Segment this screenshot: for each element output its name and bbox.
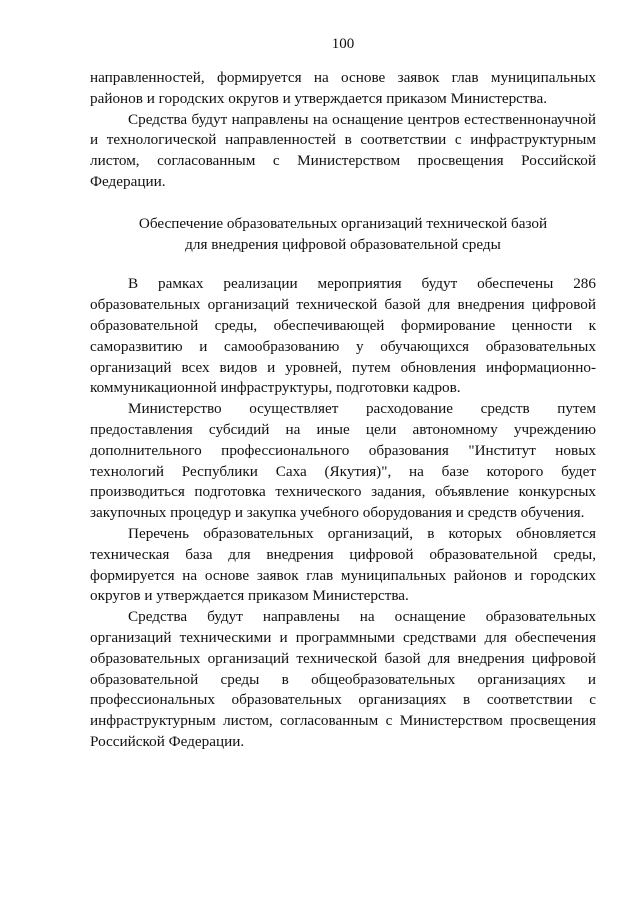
section-heading-line-1: Обеспечение образовательных организаций технической базой [138,214,548,232]
paragraph-funds-allocation: Средства будут направлены на оснащение образовательных организаций техническими и программными средствами для обеспечения образовательных организаций технической базой для внедрения цифровой образовательной среды в общеобразовательных организациях и профессиональных образовательных организациях в соответствии с инфраструктурным листом, согласованным с Министерством просвещения Российской Федерации. [90,608,596,750]
paragraph-measure-scope: В рамках реализации мероприятия будут обеспечены 286 образовательных организаций технической базой для внедрения цифровой образовательной среды, обеспечивающей формирование ценности к саморазвитию и самообразованию у обучающихся образовательных организаций всех видов и уровней, путем обновления информационно-коммуникационной инфраструктуры, подготовки кадров. [90,275,596,397]
paragraph-equipment-science-centers: Средства будут направлены на оснащение центров естественнонаучной и технологической направленностей в соответствии с инфраструктурным листом, согласованным с Министерством просвещения Российской Федерации. [90,110,596,190]
paragraph-continuation: направленностей, формируется на основе заявок глав муниципальных районов и городских округов и утверждается приказом Министерства. [90,69,596,107]
document-body [90,68,596,753]
section-heading [90,214,596,256]
section-heading-line-2: для внедрения цифровой образовательной среды [185,235,501,253]
page-number: 100 [331,36,355,52]
paragraph-organization-list: Перечень образовательных организаций, в которых обновляется техническая база для внедрения цифровой образовательной среды, формируется на основе заявок глав муниципальных районов и городских округов и утверждается приказом Министерства. [90,524,596,605]
paragraph-ministry-spending: Министерство осуществляет расходование средств путем предоставления субсидий на иные цели автономному учреждению дополнительного профессионального образования "Институт новых технологий Республики Саха (Якутия)", на базе которого будет производиться подготовка технического задания, объявление конкурсных закупочных процедур и закупка учебного оборудования и средств обучения. [90,400,596,522]
